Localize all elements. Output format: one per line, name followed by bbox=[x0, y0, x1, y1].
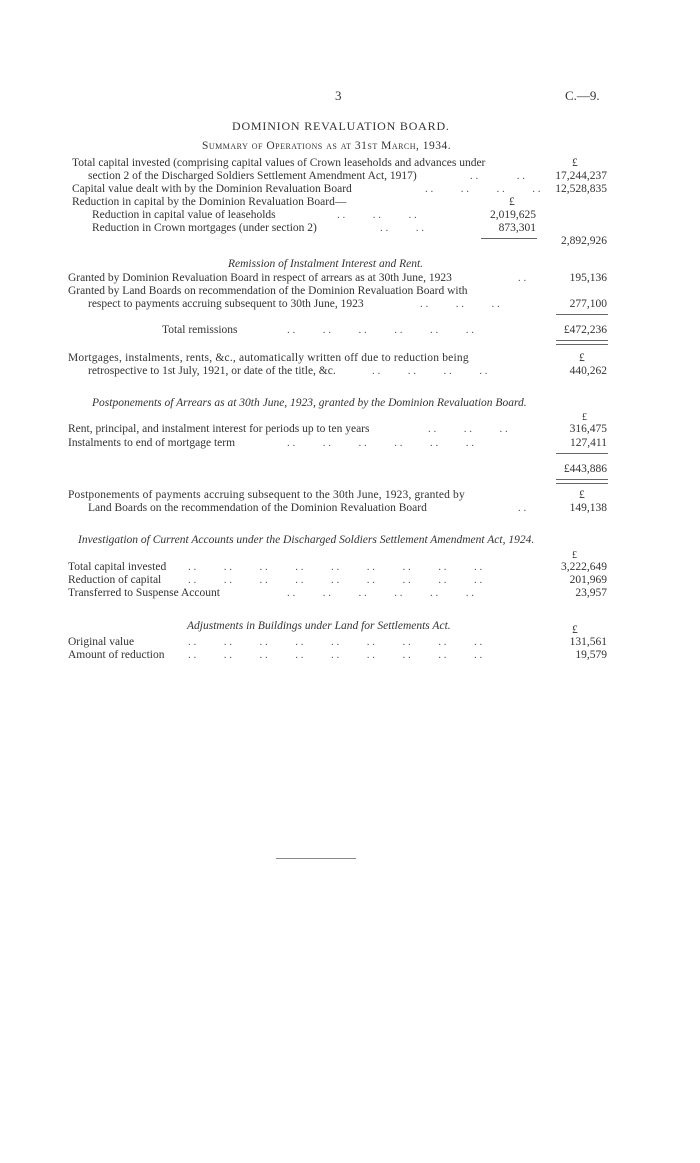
remission-total-label: Total remissions bbox=[162, 324, 238, 336]
postponements-subsequent-line2: Land Boards on the recommendation of the Dominion Revaluation Board bbox=[88, 502, 427, 514]
summary-total-capital-line2: section 2 of the Discharged Soldiers Settlement Amendment Act, 1917) bbox=[88, 170, 417, 182]
remission-granted-board: Granted by Dominion Revaluation Board in respect of arrears as at 30th June, 1923 bbox=[68, 272, 452, 284]
total-double-rule bbox=[556, 340, 608, 345]
investigation-reduction-value: 201,969 bbox=[569, 574, 607, 586]
total-double-rule bbox=[556, 479, 608, 484]
remission-heading: Remission of Instalment Interest and Rent. bbox=[228, 258, 424, 270]
investigation-total-capital: Total capital invested bbox=[68, 561, 167, 573]
page-number: 3 bbox=[335, 88, 342, 103]
subtotal-rule bbox=[556, 314, 608, 315]
investigation-total-capital-value: 3,222,649 bbox=[561, 561, 607, 573]
mortgages-written-off-value: 440,262 bbox=[569, 365, 607, 377]
remission-granted-land-boards-line2: respect to payments accruing subsequent to 30th June, 1923 bbox=[88, 298, 364, 310]
postponements-instalments: Instalments to end of mortgage term bbox=[68, 437, 236, 449]
mortgages-written-off-line1: Mortgages, instalments, rents, &c., automatically written off due to reduction being bbox=[68, 352, 469, 364]
document-subtitle: Summary of Operations as at 31st March, 1934. bbox=[202, 140, 452, 152]
summary-reduction-total: 2,892,926 bbox=[561, 235, 607, 247]
postponements-total-value: £443,886 bbox=[563, 463, 607, 475]
postponements-instalments-value: 127,411 bbox=[570, 437, 607, 449]
remission-granted-board-value: 195,136 bbox=[569, 272, 607, 284]
summary-reduction-mortgages: Reduction in Crown mortgages (under section 2) bbox=[92, 222, 317, 234]
leader-dots: . . bbox=[518, 502, 527, 514]
leader-dots: . . . . . . . . . . . . bbox=[287, 324, 474, 336]
leader-dots: . . . . . . bbox=[428, 423, 508, 435]
investigation-heading: Investigation of Current Accounts under the Discharged Soldiers Settlement Amendment Act, 1924. bbox=[78, 534, 535, 546]
remission-granted-land-boards-line1: Granted by Land Boards on recommendation of the Dominion Revaluation Board with bbox=[68, 285, 468, 297]
remission-total-value: £472,236 bbox=[563, 324, 607, 336]
leader-dots: . . . . . . . . . . . . bbox=[287, 437, 474, 449]
leader-dots: . . bbox=[518, 272, 527, 284]
postponements-rent-principal-value: 316,475 bbox=[569, 423, 607, 435]
adjustments-reduction: Amount of reduction bbox=[68, 649, 165, 661]
subtotal-rule bbox=[556, 453, 608, 454]
summary-total-capital-value: 17,244,237 bbox=[555, 170, 607, 182]
postponements-rent-principal: Rent, principal, and instalment interest for periods up to ten years bbox=[68, 423, 370, 435]
mortgages-pound-header: £ bbox=[579, 352, 585, 364]
leader-dots: . . . . . . . . . . . . bbox=[287, 587, 474, 599]
leader-dots: . . . . . . . . bbox=[372, 365, 488, 377]
leader-dots: . . . . bbox=[470, 170, 525, 182]
mortgages-written-off-line2: retrospective to 1st July, 1921, or date of the title, &c. bbox=[88, 365, 336, 377]
summary-total-capital-line1: Total capital invested (comprising capital values of Crown leaseholds and advances under bbox=[72, 157, 486, 169]
adjustments-original-value: Original value bbox=[68, 636, 135, 648]
leader-dots: . . . . . . . . . . . . . . . . . . bbox=[188, 649, 483, 661]
postponements-pound-header: £ bbox=[582, 412, 587, 423]
leader-dots: . . . . bbox=[380, 222, 424, 234]
leader-dots: . . . . . . . . . . . . . . . . . . bbox=[188, 561, 483, 573]
summary-reduction-heading: Reduction in capital by the Dominion Revaluation Board— bbox=[72, 196, 347, 208]
remission-granted-land-boards-value: 277,100 bbox=[569, 298, 607, 310]
leader-dots: . . . . . . . . bbox=[425, 183, 541, 195]
investigation-pound-header: £ bbox=[572, 550, 577, 561]
summary-reduction-mortgages-value: 873,301 bbox=[498, 222, 536, 234]
postponements-heading: Postponements of Arrears as at 30th June, 1923, granted by the Dominion Revaluation Board. bbox=[92, 397, 527, 409]
summary-pound-header: £ bbox=[572, 157, 578, 169]
page-end-rule bbox=[276, 858, 356, 859]
summary-capital-dealt-value: 12,528,835 bbox=[555, 183, 607, 195]
adjustments-reduction-amount: 19,579 bbox=[575, 649, 607, 661]
investigation-reduction: Reduction of capital bbox=[68, 574, 162, 586]
document-title: DOMINION REVALUATION BOARD. bbox=[232, 119, 450, 133]
adjustments-heading: Adjustments in Buildings under Land for Settlements Act. bbox=[187, 620, 451, 632]
leader-dots: . . . . . . bbox=[420, 298, 500, 310]
postponements-subsequent-value: 149,138 bbox=[569, 502, 607, 514]
summary-reduction-leaseholds: Reduction in capital value of leaseholds bbox=[92, 209, 276, 221]
postponements-subsequent-pound: £ bbox=[579, 489, 585, 501]
leader-dots: . . . . . . . . . . . . . . . . . . bbox=[188, 574, 483, 586]
leader-dots: . . . . . . bbox=[337, 209, 417, 221]
adjustments-pound-header: £ bbox=[572, 624, 578, 636]
investigation-suspense: Transferred to Suspense Account bbox=[68, 587, 220, 599]
investigation-suspense-value: 23,957 bbox=[575, 587, 607, 599]
leader-dots: . . . . . . . . . . . . . . . . . . bbox=[188, 636, 483, 648]
summary-reduction-pound: £ bbox=[509, 196, 515, 208]
document-code: C.—9. bbox=[565, 88, 600, 103]
summary-reduction-leaseholds-value: 2,019,625 bbox=[490, 209, 536, 221]
postponements-subsequent-line1: Postponements of payments accruing subsequent to the 30th June, 1923, granted by bbox=[68, 489, 465, 501]
subtotal-rule bbox=[481, 238, 537, 239]
adjustments-original-value-amount: 131,561 bbox=[569, 636, 607, 648]
summary-capital-dealt: Capital value dealt with by the Dominion Revaluation Board bbox=[72, 183, 352, 195]
